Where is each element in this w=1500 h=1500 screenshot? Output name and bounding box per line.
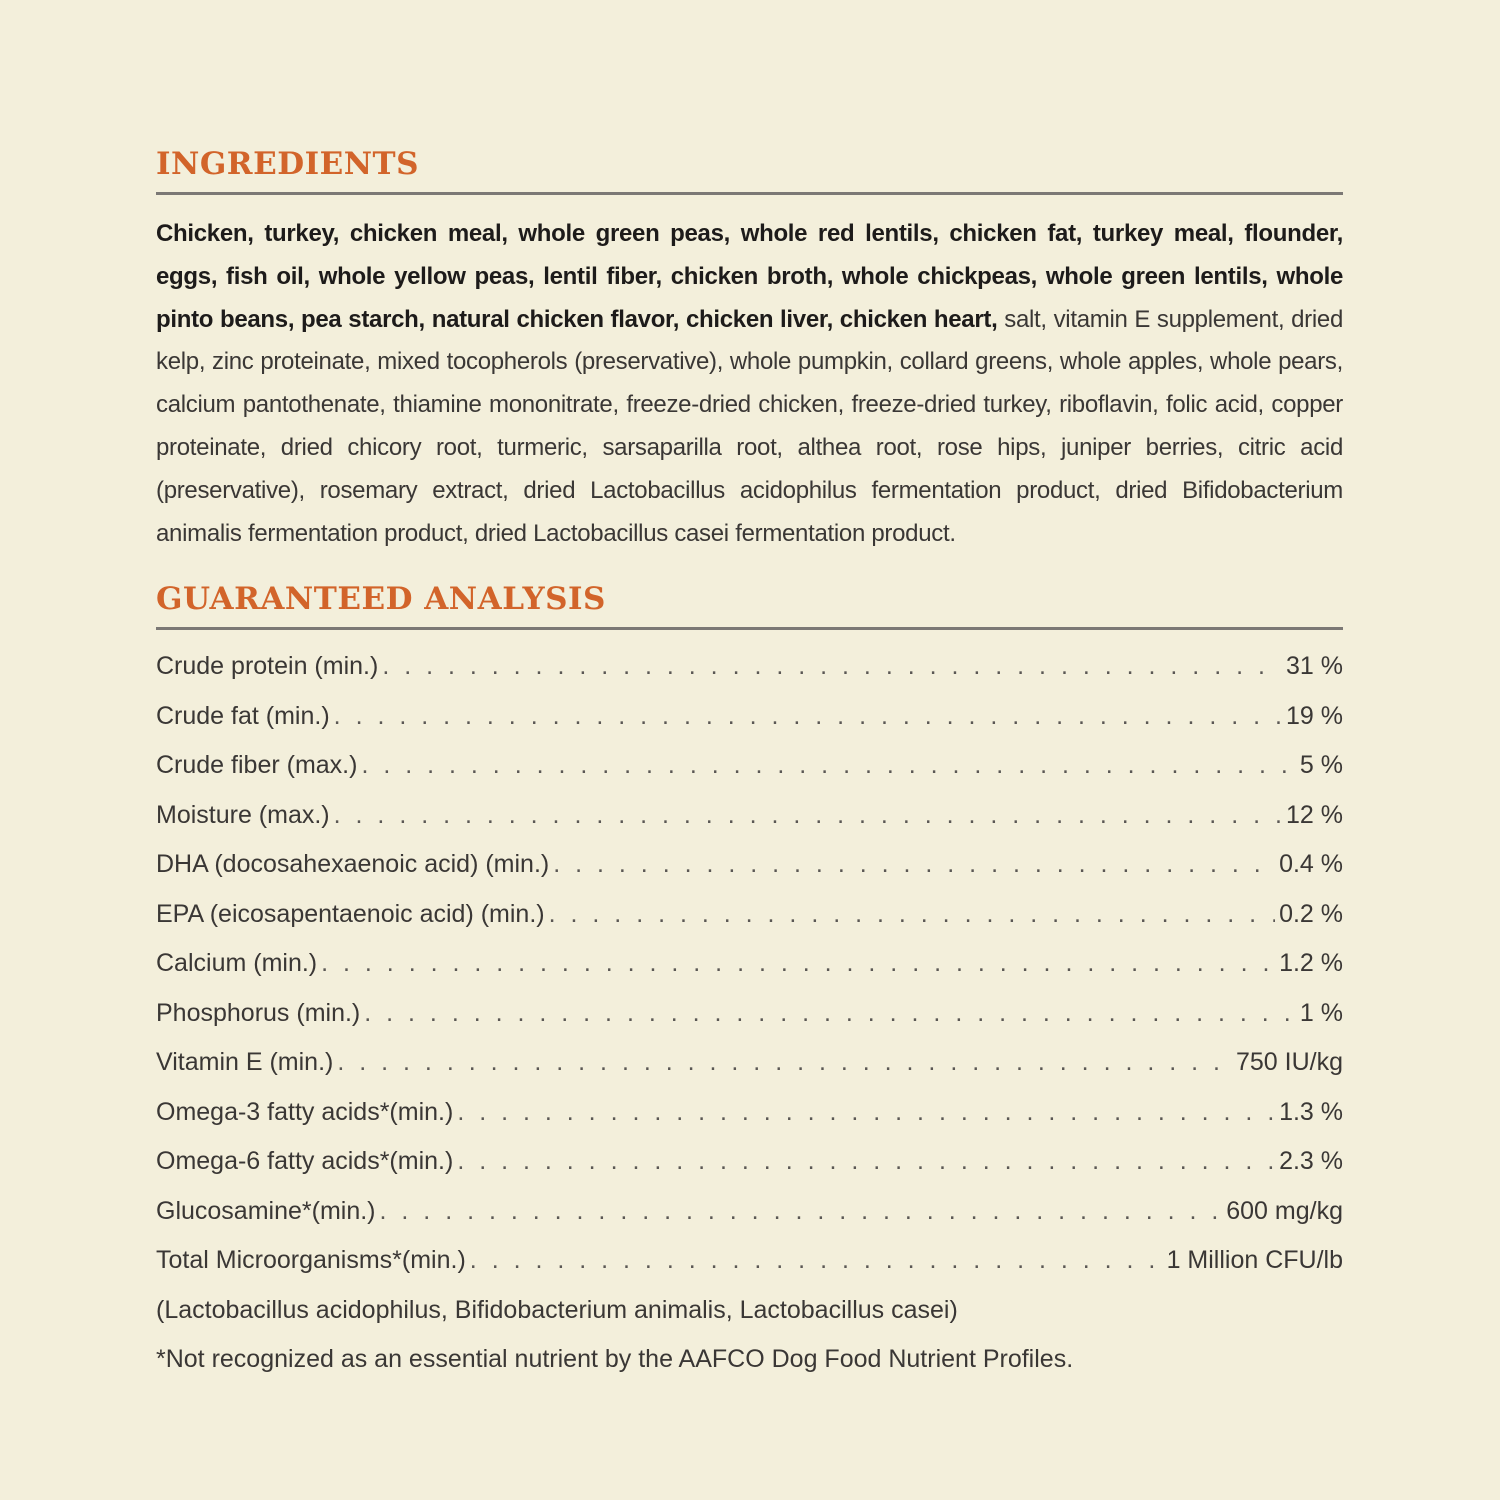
analysis-row [156, 989, 1343, 1039]
analysis-value: 750 IU/kg [1235, 1048, 1343, 1077]
guaranteed-analysis-section [156, 575, 1343, 1385]
dot-leader [364, 989, 1296, 1039]
analysis-value: 1 % [1299, 998, 1343, 1027]
analysis-label: Phosphorus (min.) [156, 998, 361, 1027]
analysis-row [156, 890, 1343, 940]
analysis-row [156, 1088, 1343, 1138]
dot-leader [382, 642, 1282, 692]
nutrition-panel [156, 140, 1343, 1385]
analysis-value: 0.2 % [1279, 899, 1343, 928]
analysis-row [156, 1038, 1343, 1088]
analysis-label: DHA (docosahexaenoic acid) (min.) [156, 850, 550, 879]
analysis-value: 31 % [1286, 652, 1343, 681]
analysis-row [156, 939, 1343, 989]
ingredients-secondary: salt, vitamin E supplement, dried kelp, zinc proteinate, mixed tocopherols (preservative), whole pumpkin, collard greens, whole apples, whole pears, calcium pantothenate, thiamine mononitrate, freeze-dried chicken, freeze-dried turkey, riboflavin, folic acid, copper proteinate, dried chicory root, turmeric, sarsaparilla root, althea root, rose hips, juniper berries, citric acid (preservative), rosemary extract, dried Lactobacillus acidophilus fermentation product, dried Bifidobacterium animalis fermentation product, dried Lactobacillus casei fermentation product. [156, 305, 1344, 547]
analysis-value: 2.3 % [1279, 1147, 1343, 1176]
dot-leader [457, 1137, 1275, 1187]
dot-leader [549, 890, 1275, 940]
analysis-table [156, 642, 1343, 1286]
dot-leader [334, 692, 1282, 742]
analysis-label: Moisture (max.) [156, 800, 330, 829]
analysis-label: Omega-3 fatty acids*(min.) [156, 1097, 454, 1126]
analysis-value: 600 mg/kg [1226, 1196, 1343, 1225]
analysis-label: Calcium (min.) [156, 949, 318, 978]
ingredients-heading: INGREDIENTS [156, 146, 420, 182]
analysis-row [156, 1187, 1343, 1237]
dot-leader [470, 1236, 1163, 1286]
analysis-divider [156, 627, 1343, 630]
analysis-row [156, 741, 1343, 791]
analysis-value: 0.4 % [1279, 850, 1343, 879]
analysis-value: 1.2 % [1279, 949, 1343, 978]
dot-leader [321, 939, 1275, 989]
analysis-value: 1 Million CFU/lb [1166, 1246, 1343, 1275]
analysis-label: Crude fat (min.) [156, 701, 330, 730]
dot-leader [553, 840, 1275, 890]
dot-leader [361, 741, 1295, 791]
analysis-value: 1.3 % [1279, 1097, 1343, 1126]
ingredients-section [156, 140, 1343, 555]
analysis-label: Glucosamine*(min.) [156, 1196, 376, 1225]
dot-leader [380, 1187, 1223, 1237]
analysis-row [156, 791, 1343, 841]
analysis-label: Crude protein (min.) [156, 652, 379, 681]
analysis-row [156, 1236, 1343, 1286]
footnote: *Not recognized as an essential nutrient by the AAFCO Dog Food Nutrient Profiles. [156, 1345, 1074, 1374]
analysis-value: 5 % [1299, 751, 1343, 780]
guaranteed-analysis-heading: GUARANTEED ANALYSIS [156, 581, 606, 618]
ingredients-primary: Chicken, turkey, chicken meal, whole green peas, whole red lentils, chicken fat, turkey meal, flounder, eggs, fish oil, whole yellow peas, lentil fiber, chicken broth, whole chickpeas, whole green lentils, whole pinto beans, pea starch, natural chicken flavor, chicken liver, chicken heart, [156, 220, 1343, 333]
analysis-label: EPA (eicosapentaenoic acid) (min.) [156, 899, 545, 928]
analysis-row [156, 692, 1343, 742]
analysis-value: 19 % [1286, 701, 1343, 730]
ingredients-divider [156, 192, 1343, 195]
ingredients-list [156, 213, 1343, 555]
dot-leader [334, 791, 1282, 841]
analysis-label: Vitamin E (min.) [156, 1048, 334, 1077]
dot-leader [337, 1038, 1232, 1088]
analysis-row [156, 1137, 1343, 1187]
microorganisms-note: (Lactobacillus acidophilus, Bifidobacterium animalis, Lactobacillus casei) [156, 1295, 958, 1324]
analysis-label: Omega-6 fatty acids*(min.) [156, 1147, 454, 1176]
analysis-label: Total Microorganisms*(min.) [156, 1246, 466, 1275]
analysis-value: 12 % [1286, 800, 1343, 829]
dot-leader [457, 1088, 1275, 1138]
analysis-row [156, 642, 1343, 692]
analysis-label: Crude fiber (max.) [156, 751, 358, 780]
analysis-row [156, 840, 1343, 890]
